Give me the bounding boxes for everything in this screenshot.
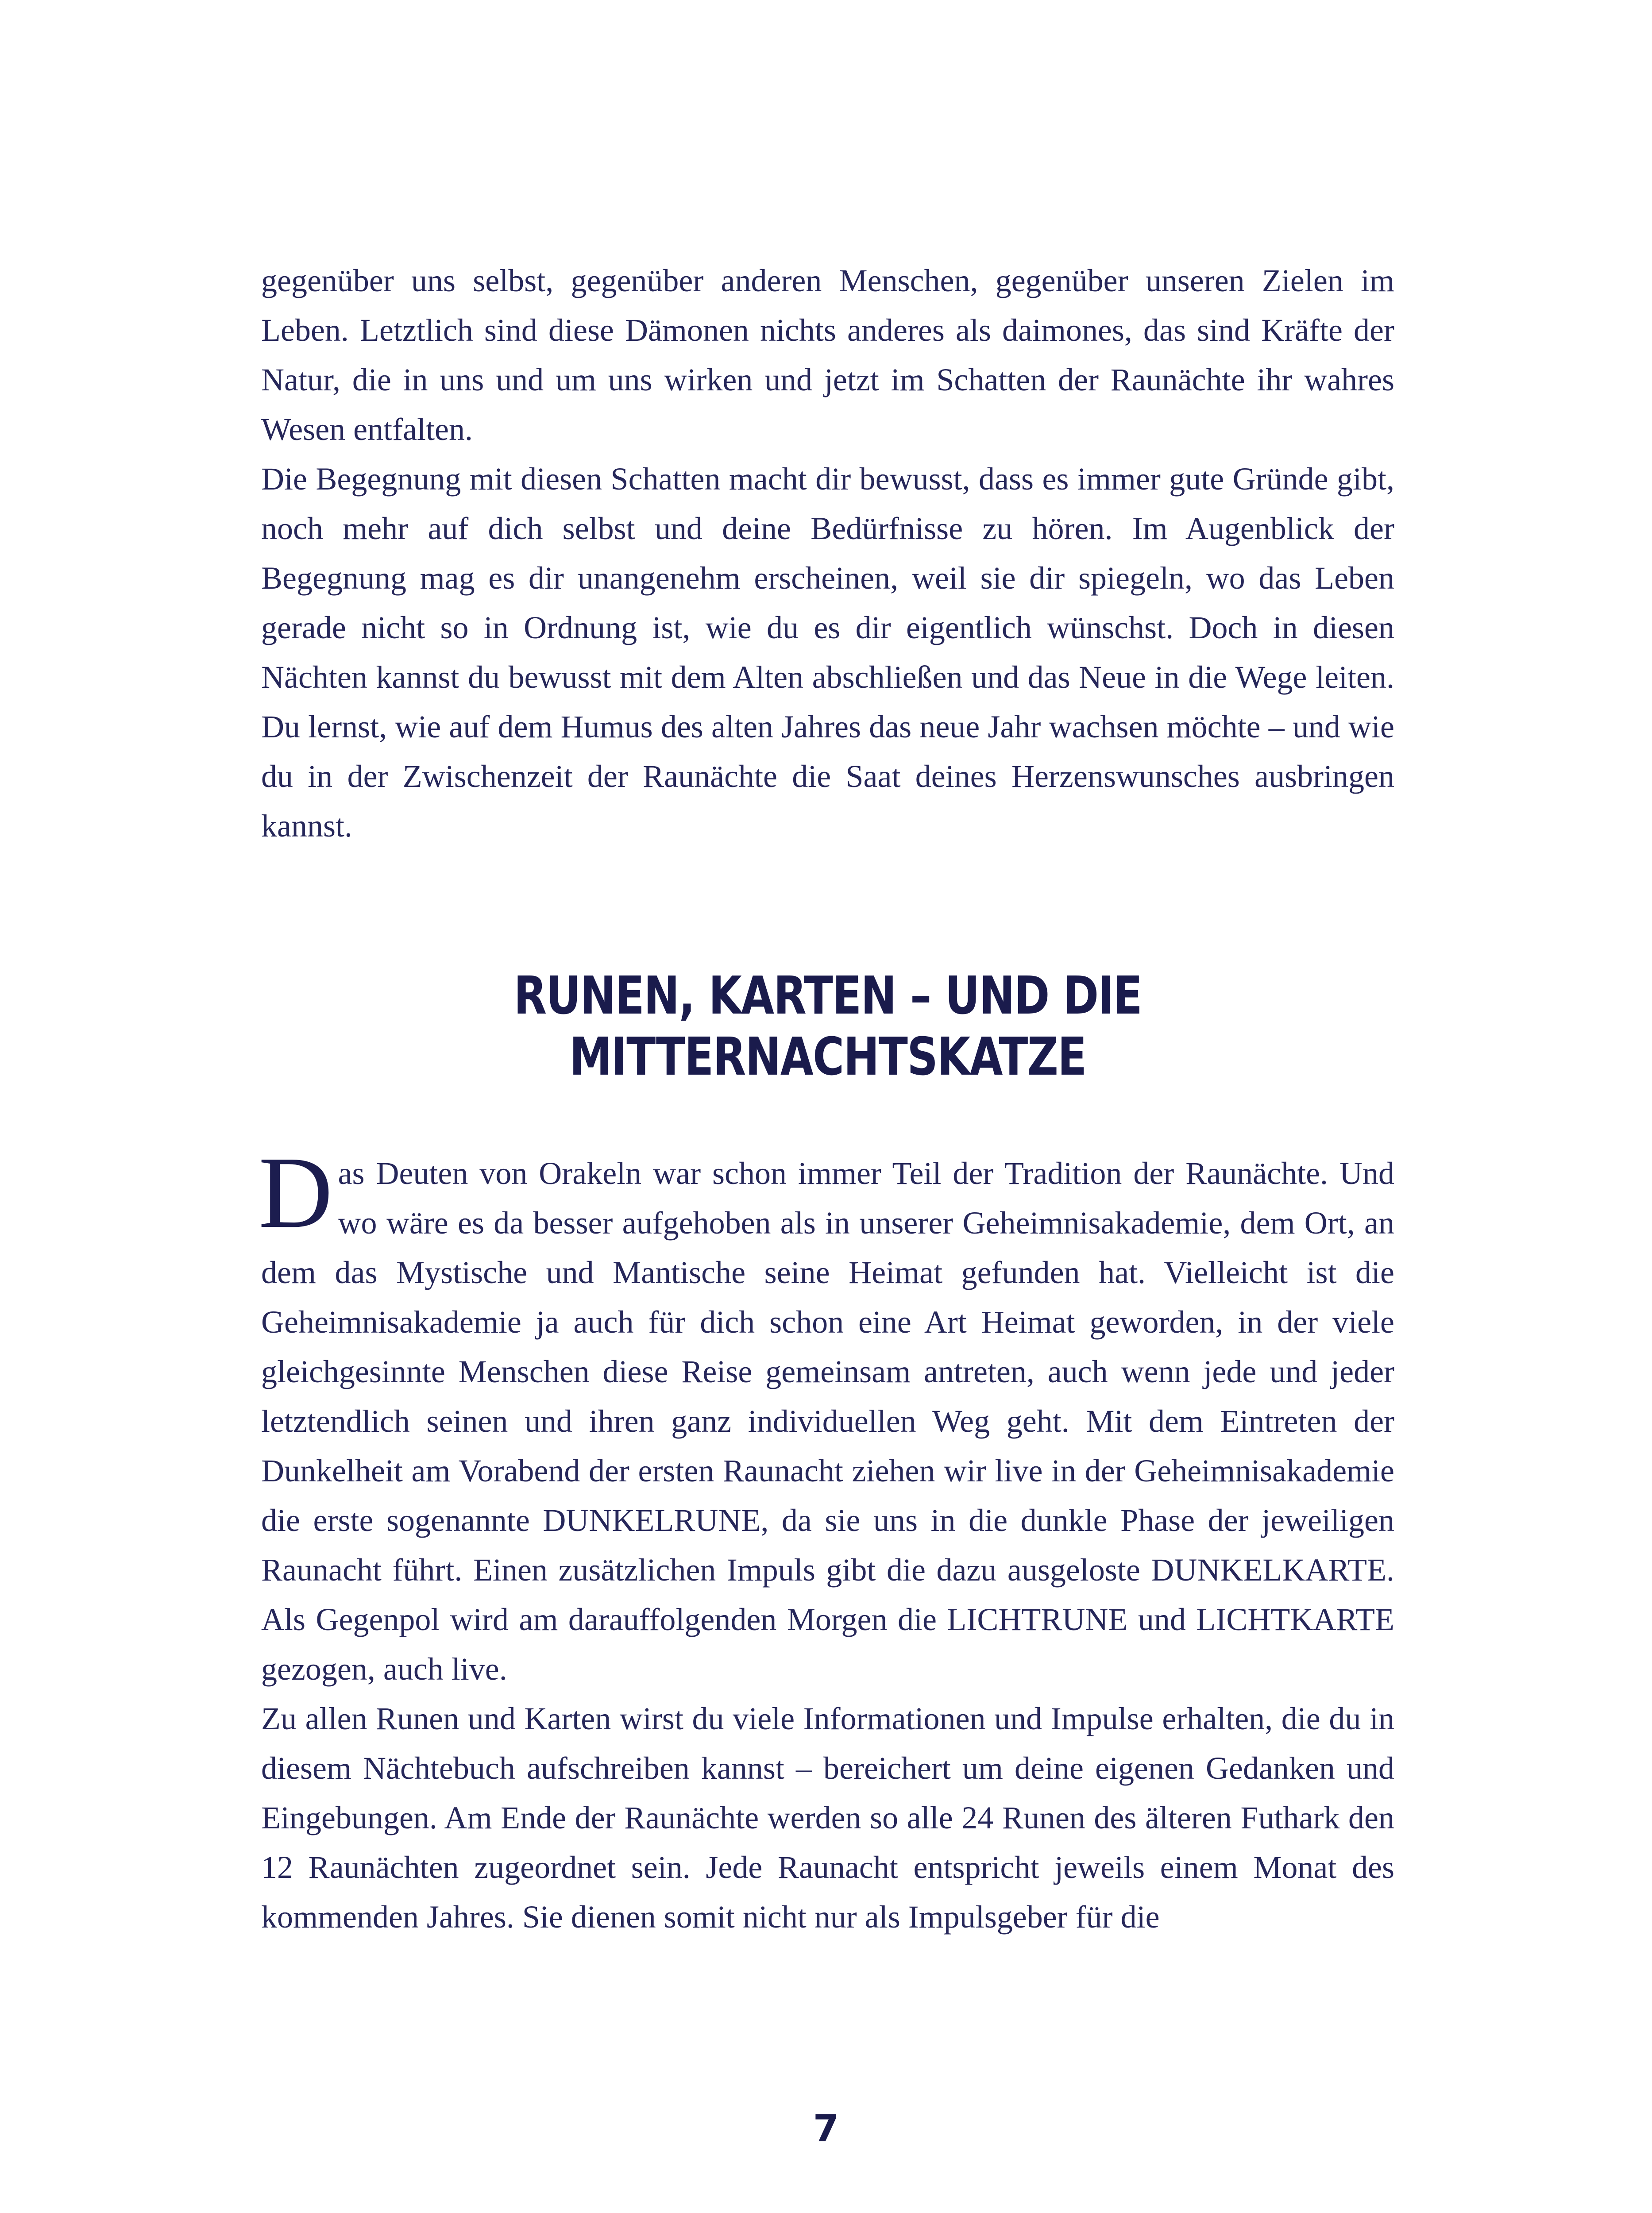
section-text-block [259, 1136, 1394, 1942]
paragraph-text: as Deuten von Orakeln war schon immer Teil der Tradition der Raunächte. Und wo wäre es da besser aufgehoben als in unserer Geheimnisakademie, dem Ort, an dem das Mystische und Mantische seine Heimat gefunden hat. Vielleicht ist die Geheimnisakademie ja auch für dich schon eine Art Heimat geworden, in der viele gleichgesinnte Menschen diese Reise gemeinsam antreten, auch wenn jede und jeder letztendlich seinen und ihren ganz individuellen Weg geht. Mit dem Eintreten der Dunkelheit am Vorabend der ersten Raunacht ziehen wir live in der Geheimnisakademie die erste sogenannte DUNKELRUNE, da sie uns in die dunkle Phase der jeweiligen Raunacht führt. Einen zusätzlichen Impuls gibt die dazu ausgeloste DUNKELKARTE. Als Gegenpol wird am darauffolgenden Morgen die LICHTRUNE und LICHTKARTE gezogen, auch live. [261, 1156, 1394, 1687]
page-number: 7 [813, 2107, 839, 2150]
paragraph-with-drop-cap [259, 1136, 1394, 1694]
paragraph: gegenüber uns selbst, gegenüber anderen Menschen, gegenüber unseren Zielen im Leben. Letztlich sind diese Dämonen nichts anderes als daimones, das sind Kräfte der Natur, die in uns und um uns wirken und jetzt im Schatten der Raunächte ihr wahres Wesen entfalten. [261, 263, 1394, 447]
drop-cap: D [259, 1136, 333, 1249]
top-text-block [261, 256, 1394, 851]
paragraph: Zu allen Runen und Karten wirst du viele Informationen und Impulse erhalten, die du in diesem Nächtebuch aufschreiben kannst – bereichert um deine eigenen Gedanken und Eingebungen. Am Ende der Raunächte werden so alle 24 Runen des älteren Futhark den 12 Raunächten zugeordnet sein. Jede Raunacht entspricht jeweils einem Monat des kommenden Jahres. Sie dienen somit nicht nur als Impulsgeber für die [261, 1701, 1394, 1935]
section-heading: RUNEN, KARTEN – UND DIE MITTERNACHTSKATZE [513, 965, 1142, 1087]
paragraph: Die Begegnung mit diesen Schatten macht dir bewusst, dass es immer gute Gründe gibt, noch mehr auf dich selbst und deine Bedürfnisse zu hören. Im Augenblick der Begegnung mag es dir unangenehm erscheinen, weil sie dir spiegeln, wo das Leben gerade nicht so in Ordnung ist, wie du es dir eigentlich wünschst. Doch in diesen Nächten kannst du bewusst mit dem Alten abschließen und das Neue in die Wege leiten. Du lernst, wie auf dem Humus des alten Jahres das neue Jahr wachsen möchte – und wie du in der Zwischenzeit der Raunächte die Saat deines Herzenswunsches ausbringen kannst. [261, 461, 1394, 844]
